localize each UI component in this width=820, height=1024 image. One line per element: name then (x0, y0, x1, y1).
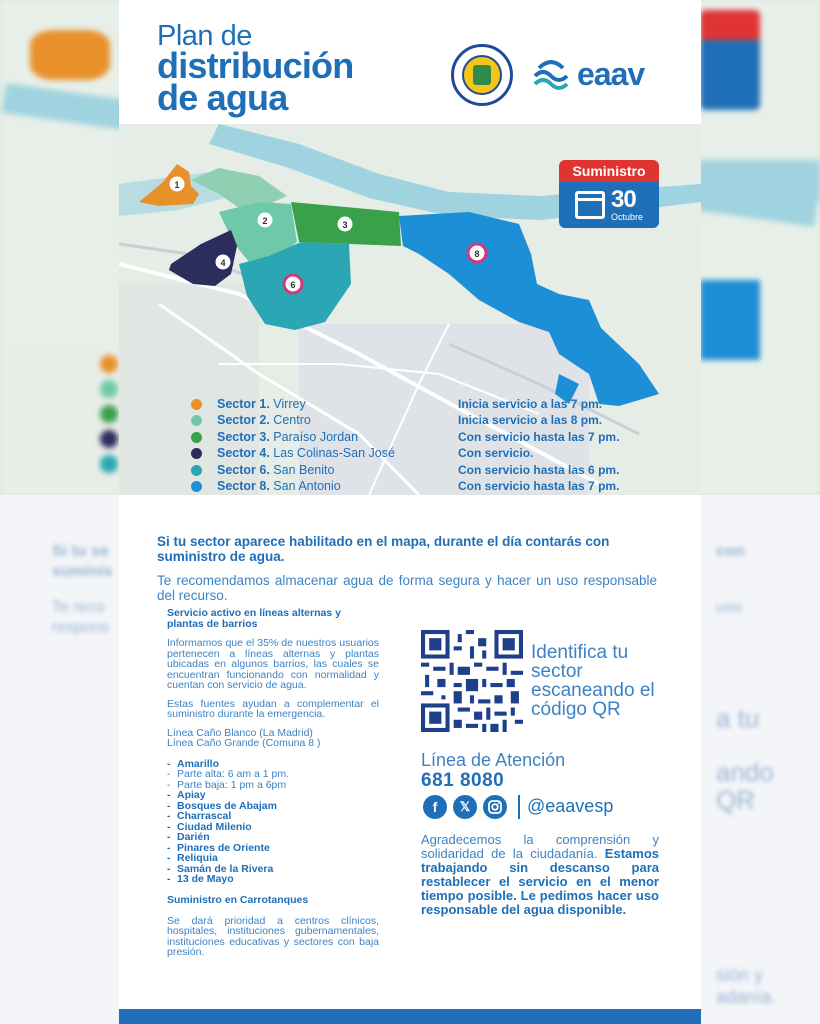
line-cano-grande: Línea Caño Grande (Comuna 8 ) (167, 737, 321, 749)
list-item: - Reliquia (167, 853, 379, 864)
legend-code: Sector 3. (217, 429, 270, 444)
sources-paragraph: Estas fuentes ayudan a complementar el suministro durante la emergencia. (167, 697, 379, 720)
map-marker-3 (336, 215, 354, 233)
sector-1-dot-icon (191, 399, 202, 410)
map-marker-3-label: 3 (342, 220, 348, 230)
supply-day: 30 (611, 186, 636, 213)
thanks-plain: Agradecemos la comprensión y solidaridad de la ciudadanía. (421, 832, 659, 861)
map-marker-4 (214, 253, 232, 271)
status-sector-4: Con servicio. (458, 446, 534, 461)
list-item: - Darién (167, 832, 379, 843)
sector-3-dot-icon (191, 432, 202, 443)
map-marker-8 (468, 244, 486, 262)
facebook-icon[interactable]: f (423, 795, 447, 819)
legend-code: Sector 8. (217, 478, 270, 493)
supply-date-badge (559, 160, 659, 228)
tanker-trucks-paragraph: Se dará prioridad a centros clínicos, hospitales, instituciones gubernamentales, instituciones educativas y sectores con baja presión. (167, 914, 379, 958)
map-marker-8-label: 8 (474, 249, 480, 259)
legend-name: Paraíso Jordan (273, 429, 359, 444)
alternate-lines-info (167, 608, 379, 958)
legend-item-sector-6 (191, 463, 401, 479)
legend-code: Sector 2. (217, 413, 270, 428)
list-item: - Parte baja: 1 pm a 6pm (167, 780, 379, 791)
support-phone[interactable]: 681 8080 (421, 770, 505, 791)
water-waves-icon (531, 54, 575, 94)
list-item: - Charrascal (167, 811, 379, 822)
legend-name: Virrey (273, 397, 306, 411)
status-sector-6: Con servicio hasta las 6 pm. (458, 462, 620, 477)
list-item: - Samán de la Rivera (167, 864, 379, 875)
map-marker-4-label: 4 (220, 258, 226, 268)
map-marker-1-label: 1 (174, 180, 180, 190)
alcaldia-seal-icon (451, 44, 513, 106)
sector-6-dot-icon (191, 465, 202, 476)
x-icon[interactable]: 𝕏 (453, 795, 477, 819)
sector-status-list (458, 397, 658, 495)
list-item: - Apiay (167, 790, 379, 801)
sector-4-dot-icon (191, 448, 202, 459)
intro-text: Te recomendamos almacenar agua de forma segura y hacer un uso responsable del recurso. (157, 573, 657, 603)
intro-bold-text: Si tu sector aparece habilitado en el mapa, durante el día contarás con suministro de agua. (157, 534, 610, 564)
map-marker-6-label: 6 (290, 280, 296, 290)
list-item: - Amarillo (167, 759, 379, 770)
eaav-logo (531, 54, 681, 94)
sector-legend (191, 397, 401, 495)
legend-code: Sector 4. (217, 446, 270, 461)
status-sector-2: Inicia servicio a las 8 pm. (458, 413, 603, 428)
legend-name: Las Colinas-San José (273, 446, 395, 461)
map-marker-6 (284, 275, 302, 293)
legend-item-sector-8 (191, 479, 401, 495)
title-line-1: Plan de (157, 20, 252, 52)
legend-name: San Benito (273, 462, 335, 477)
thanks-bold: Estamos trabajando sin descanso para restablecer el servicio en el menor tiempo posible. Le pedimos hacer uso responsable del agua disponible. (421, 846, 659, 917)
sector-2-dot-icon (191, 415, 202, 426)
title-line-3: de agua (157, 77, 288, 118)
legend-item-sector-3 (191, 430, 401, 446)
supply-month: Octubre (611, 212, 644, 222)
status-sector-3: Con servicio hasta las 7 pm. (458, 429, 620, 444)
legend-item-sector-1 (191, 397, 401, 413)
sector-8-dot-icon (191, 481, 202, 492)
supply-label: Suministro (559, 160, 659, 182)
neighborhood-list (167, 759, 379, 885)
footer-bar (119, 1009, 701, 1024)
map-marker-2 (256, 211, 274, 229)
thanks-message (421, 833, 659, 917)
map-marker-1 (168, 175, 186, 193)
legend-name: San Antonio (273, 478, 341, 493)
map-marker-2-label: 2 (262, 216, 268, 226)
line-cano-blanco: Línea Caño Blanco (La Madrid) (167, 726, 313, 739)
alternate-lines-paragraph: Informamos que el 35% de nuestros usuarios pertenecen a líneas alternas y plantas ubicadas en algunos barrios, las cuales se encuentran funcionando con normalidad y cuentan con servicio de agua. (167, 637, 379, 691)
title-line-2: distribución (157, 45, 354, 86)
qr-code[interactable] (421, 630, 523, 732)
list-item: - Ciudad Milenio (167, 822, 379, 833)
alternate-lines-heading: Servicio activo en líneas alternas y plantas de barrios (167, 607, 341, 630)
legend-name: Centro (273, 413, 311, 428)
status-sector-1: Inicia servicio a las 7 pm. (458, 397, 603, 411)
status-sector-8: Con servicio hasta las 7 pm. (458, 478, 620, 493)
legend-item-sector-2 (191, 413, 401, 429)
blurred-text-background: Si tu se suminis Te reco respons con uso a tu ando QR sión y adanía. (0, 495, 820, 1024)
tanker-trucks-heading: Suministro en Carrotanques (167, 893, 309, 906)
list-item: - Pinares de Oriente (167, 843, 379, 854)
poster-header (119, 0, 701, 124)
social-handle[interactable]: @eaavesp (527, 796, 614, 816)
brand-name: eaav (577, 56, 645, 92)
list-item: - 13 de Mayo (167, 874, 379, 885)
legend-code: Sector 1. (217, 397, 270, 411)
legend-item-sector-4 (191, 446, 401, 462)
poster (119, 0, 701, 1024)
social-divider (518, 795, 520, 819)
calendar-icon (575, 191, 605, 219)
instagram-icon[interactable] (483, 795, 507, 819)
qr-caption: Identifica tu sector escaneando el código QR (531, 642, 655, 720)
list-item: - Bosques de Abajam (167, 801, 379, 812)
legend-code: Sector 6. (217, 462, 270, 477)
list-item: - Parte alta: 6 am a 1 pm. (167, 769, 379, 780)
support-line-label: Línea de Atención (421, 750, 566, 770)
